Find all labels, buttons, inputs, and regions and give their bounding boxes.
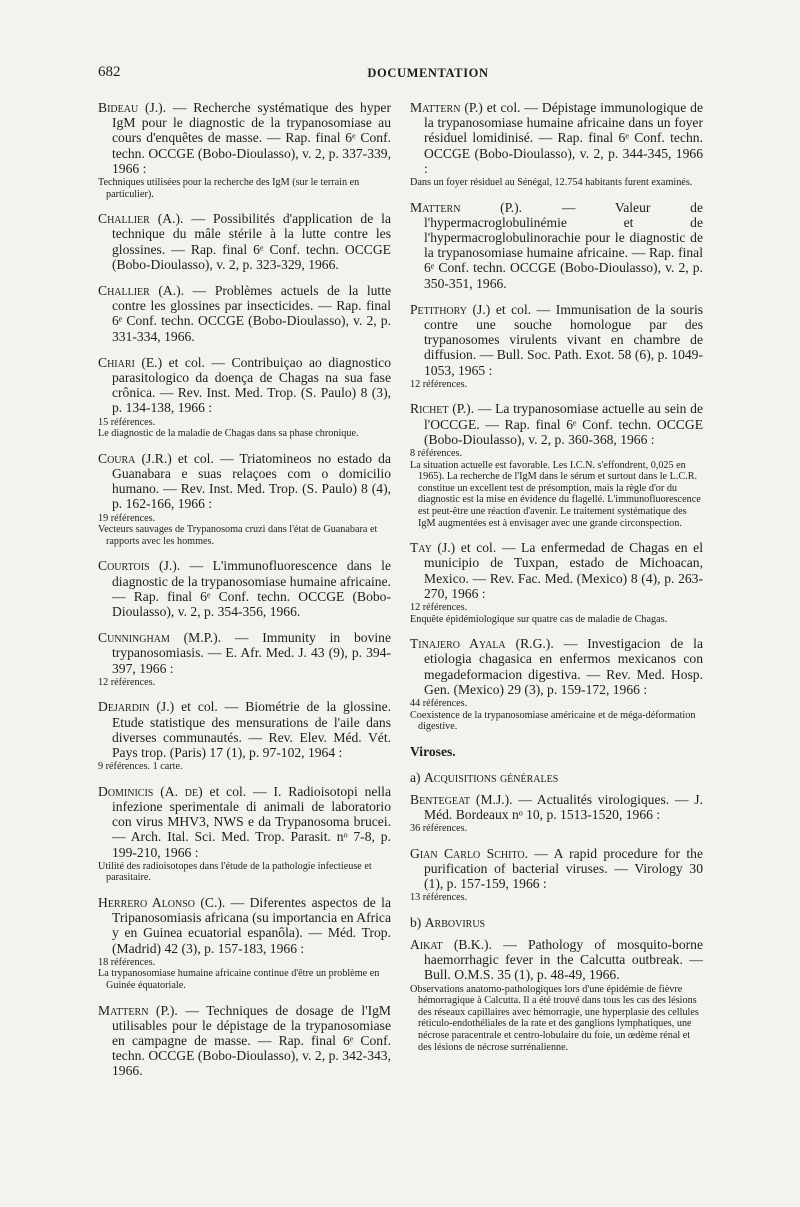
entry-note: 9 références. 1 carte.: [98, 761, 183, 773]
entry-note: 13 références.: [410, 892, 468, 904]
entry-citation: [98, 630, 391, 676]
entry-author: Bideau (J.).: [98, 100, 167, 115]
entry-note: La situation actuelle est favorable. Les I.C.N. s'effondrent, 0,025 en 1965). La recherche de l'IgM dans le sérum et surtout dans le L.C.R. constitue un excellent test de présomption, mais la règle d'or du diagnostic est la mise en évidence du flagellé. L'immunofluorescence est peut-être une réaction d'avenir. Le traitement systématique des IgM augmentées est à envisager avec une grande circonspection.: [410, 459, 701, 529]
bibliography-entry: [410, 846, 703, 904]
entry-author: Gian Carlo Schito.: [410, 845, 528, 861]
entry-citation: [98, 558, 391, 619]
entry-author: Bentegeat (M.J.).: [410, 791, 513, 807]
entry-text: et col. — Dépistage immunologique de la trypanosomiase humaine africaine dans un foyer résiduel lomidinisé. — Rap. final 6ᵉ Conf. techn. OCCGE (Bobo-Dioulasso), v. 2, p. 344-345, 1966 :: [424, 100, 703, 176]
entry-citation: [98, 211, 391, 272]
entry-citation: [410, 937, 703, 983]
entry-author: Richet (P.).: [410, 401, 475, 417]
entry-note: 15 références.: [98, 416, 156, 428]
entry-author: Aikat (B.K.).: [410, 937, 492, 952]
entry-text: — Possibilités d'application de la technique du mâle stérile à la lutte contre les glossines. — Rap. final 6ᵉ Conf. techn. OCCGE (Bobo-Dioulasso), v. 2, p. 323-329, 1966.: [112, 211, 391, 272]
entry-text: — Immunity in bovine trypanosomiasis. — E. Afr. Med. J. 43 (9), p. 394-397, 1966 :: [112, 630, 391, 676]
entry-text: et col. — Contribuiçao ao diagnostico parasitologico da doença de Chagas na sua fase crônica. — Rev. Inst. Med. Trop. (S. Paulo) 8 (3), p. 134-138, 1966 :: [112, 354, 391, 416]
entry-author: Mattern (P.).: [410, 199, 523, 215]
entry-author: Coura (J.R.): [98, 450, 172, 466]
bibliography-entry: [410, 200, 703, 291]
entry-author: Dominicis (A. de): [98, 783, 203, 799]
bibliography-entry: [410, 937, 703, 1053]
entry-citation: [410, 540, 703, 601]
entry-text: et col. — I. Radioisotopi nella infezione sperimentale di animali de laboratorio con virus MHV3, NWS e da Trypanosoma brucei. — Arch. Ital. Sci. Med. Trop. Parasit. nᵒ 7-8, p. 199-210, 1966 :: [112, 783, 391, 860]
entry-text: — L'immunofluorescence dans le diagnostic de la trypanosomiase humaine africaine. — Rap. final 6ᵉ Conf. techn. OCCGE (Bobo-Dioulasso), v. 2, p. 354-356, 1966.: [112, 558, 391, 620]
entry-text: — Investigacion de la etiologia chagasica en enfermos mexicanos con megadeformacion digestiva. — Rev. Med. Hosp. Gen. (Mexico) 29 (3), p. 159-172, 1966 :: [424, 636, 703, 697]
bibliography-entry: [410, 100, 703, 189]
bibliography-entry: [98, 1003, 391, 1079]
entry-author: Cunningham (M.P.).: [98, 630, 222, 646]
bibliography-entry: [410, 540, 703, 625]
bibliography-entry: [410, 792, 703, 835]
bibliography-entry: [98, 451, 391, 548]
entry-note: 19 références.: [98, 512, 156, 524]
entry-citation: [98, 283, 391, 344]
bibliography-entry: [98, 100, 391, 200]
entry-citation: [98, 355, 391, 416]
entry-citation: [98, 784, 391, 860]
entry-citation: [410, 846, 703, 892]
entry-citation: [98, 895, 391, 956]
entry-author: Tinajero Ayala (R.G.).: [410, 636, 554, 652]
entry-author: Chiari (E.): [98, 354, 163, 370]
entry-author: Herrero Alonso (C.).: [98, 895, 226, 911]
entry-citation: [410, 100, 703, 176]
bibliography-entry: [98, 895, 391, 992]
entry-text: — Diferentes aspectos de la Tripanosomiasis africana (su importancia en Africa y en Guinea ecuatorial espanôla). — Méd. Trop. (Madrid) 42 (3), p. 157-183, 1966 :: [112, 895, 391, 956]
page-number: 682: [98, 64, 121, 80]
entry-note: 8 références.: [410, 448, 463, 460]
entry-note: Enquête épidémiologique sur quatre cas de maladie de Chagas.: [410, 613, 668, 625]
entry-citation: [410, 401, 703, 447]
entry-text: — Techniques de dosage de l'IgM utilisables pour le dépistage de la trypanosomiase en campagne de masse. — Rap. final 6ᵉ Conf. techn. OCCGE (Bobo-Dioulasso), v. 2, p. 342-343, 1966.: [112, 1002, 391, 1079]
right-column: [410, 100, 703, 1064]
entry-note: 12 références.: [410, 602, 468, 614]
entry-author: Petithory (J.): [410, 301, 491, 317]
bibliography-entry: [98, 630, 391, 688]
entry-author: Challier (A.).: [98, 211, 184, 227]
entry-note: 12 références.: [410, 378, 468, 390]
entry-text: — Actualités virologiques. — J. Méd. Bordeaux nᵒ 10, p. 1513-1520, 1966 :: [424, 791, 703, 822]
entry-note: Techniques utilisées pour la recherche des IgM (sur le terrain en particulier).: [98, 177, 360, 200]
bibliography-entry: [98, 355, 391, 440]
entry-citation: [98, 699, 391, 760]
bibliography-entry: [98, 699, 391, 772]
running-title: DOCUMENTATION: [367, 66, 489, 80]
entry-note: Coexistence de la trypanosomiase américaine et de méga-déformation digestive.: [410, 709, 696, 733]
entry-author: Mattern (P.): [410, 100, 483, 115]
subsection-heading-a: a) Acquisitions générales: [410, 769, 559, 785]
entry-text: — Valeur de l'hypermacroglobulinémie et de l'hypermacroglobulinorachie pour le diagnostic de la trypanosomiase humaine africaine. — Rap. final 6ᵉ Conf. techn. OCCGE (Bobo-Dioulasso), v. 2, p. 350-351, 1966.: [424, 199, 703, 291]
entry-note: Observations anatomo-pathologiques lors d'une épidémie de fièvre hémorragique à Calcutta. Il a été trouvé dans tous les cas des lésions des réseaux capillaires avec hémorragie, une hyperplasie des cellules réticulo-endothéliales de la rate et des ganglions lymphatiques, une nécrose paracentrale et centro-lobulaire du foie, un œdème rénal et des lésions de nécrose surrénalienne.: [410, 983, 699, 1053]
bibliography-entry: [410, 302, 703, 391]
entry-text: et col. — Biométrie de la glossine. Etude statistique des mensurations de l'aile dans diverses communautés. — Rev. Elev. Méd. Vét. Pays trop. (Paris) 17 (1), p. 97-102, 1964 :: [112, 699, 392, 761]
entry-citation: [410, 302, 703, 378]
entry-citation: [410, 636, 703, 697]
entry-text: et col. — Immunisation de la souris contre une souche homologue par des trypanosomes virulents vivant en chambre de diffusion. — Bull. Soc. Path. Exot. 58 (6), p. 1049-1053, 1965 :: [424, 301, 704, 378]
entry-author: Courtois (J.).: [98, 558, 181, 574]
bibliography-entry: [98, 283, 391, 344]
bibliography-entry: [410, 401, 703, 529]
subsection-heading-b: b) Arbovirus: [410, 915, 486, 930]
entry-note: Utilité des radioisotopes dans l'étude de la pathologie infectieuse et parasitaire.: [98, 860, 372, 884]
entry-note: 12 références.: [98, 676, 156, 688]
section-title-viroses: Viroses.: [410, 743, 456, 759]
entry-text: — Problèmes actuels de la lutte contre les glossines par insecticides. — Rap. final 6ᵉ Conf. techn. OCCGE (Bobo-Dioulasso), v. 2, p. 331-334, 1966.: [112, 283, 391, 344]
bibliography-entry: [98, 784, 391, 884]
entry-note: 18 références.: [98, 956, 156, 968]
left-column: [98, 100, 391, 1090]
entry-text: et col. — Triatomineos no estado da Guanabara e suas relaçoes com o domicilio humano. — Rev. Inst. Med. Trop. (S. Paulo) 8 (4), p. 162-166, 1966 :: [112, 450, 391, 512]
entry-citation: [98, 451, 391, 512]
entry-citation: [410, 792, 703, 822]
entry-author: Mattern (P.).: [98, 1002, 178, 1018]
entry-author: Tay (J.): [410, 540, 456, 556]
bibliography-entry: [98, 211, 391, 272]
entry-text: et col. — La enfermedad de Chagas en el municipio de Tuxpan, estado de Michoacan, Mexico. — Rev. Fac. Med. (Mexico) 8 (4), p. 263-270, 1966 :: [424, 540, 703, 601]
entry-note: 44 références.: [410, 698, 468, 710]
entry-note: 36 références.: [410, 823, 468, 835]
entry-text: — Recherche systématique des hyper IgM pour le diagnostic de la trypanosomiase au cours d'enquêtes de masse. — Rap. final 6ᵉ Conf. techn. OCCGE (Bobo-Dioulasso), v. 2, p. 337-339, 1966 :: [112, 100, 391, 176]
bibliography-entry: [410, 636, 703, 733]
entry-text: — Pathology of mosquito-borne haemorrhagic fever in the Calcutta outbreak. — Bull. O.M.S. 35 (1), p. 48-49, 1966.: [424, 937, 703, 983]
entry-author: Challier (A.).: [98, 283, 185, 299]
bibliography-entry: [98, 558, 391, 619]
entry-citation: [98, 1003, 391, 1079]
entry-note: Le diagnostic de la maladie de Chagas dans sa phase chronique.: [98, 428, 359, 440]
entry-author: Dejardin (J.): [98, 699, 175, 715]
entry-text: — A rapid procedure for the purification of bacterial viruses. — Virology 30 (1), p. 157-159, 1966 :: [424, 845, 703, 892]
entry-text: — La trypanosomiase actuelle au sein de l'OCCGE. — Rap. final 6ᵉ Conf. techn. OCCGE (Bobo-Dioulasso), v. 2, p. 360-368, 1966 :: [424, 401, 703, 447]
entry-note: Dans un foyer résiduel au Sénégal, 12.754 habitants furent examinés.: [410, 177, 693, 189]
entry-note: La trypanosomiase humaine africaine continue d'être un problème en Guinée équatoriale.: [98, 968, 380, 992]
entry-note: Vecteurs sauvages de Trypanosoma cruzi dans l'état de Guanabara et rapports avec les hommes.: [98, 524, 378, 547]
page-header: [98, 64, 758, 86]
entry-citation: [98, 100, 391, 176]
entry-citation: [410, 200, 703, 291]
